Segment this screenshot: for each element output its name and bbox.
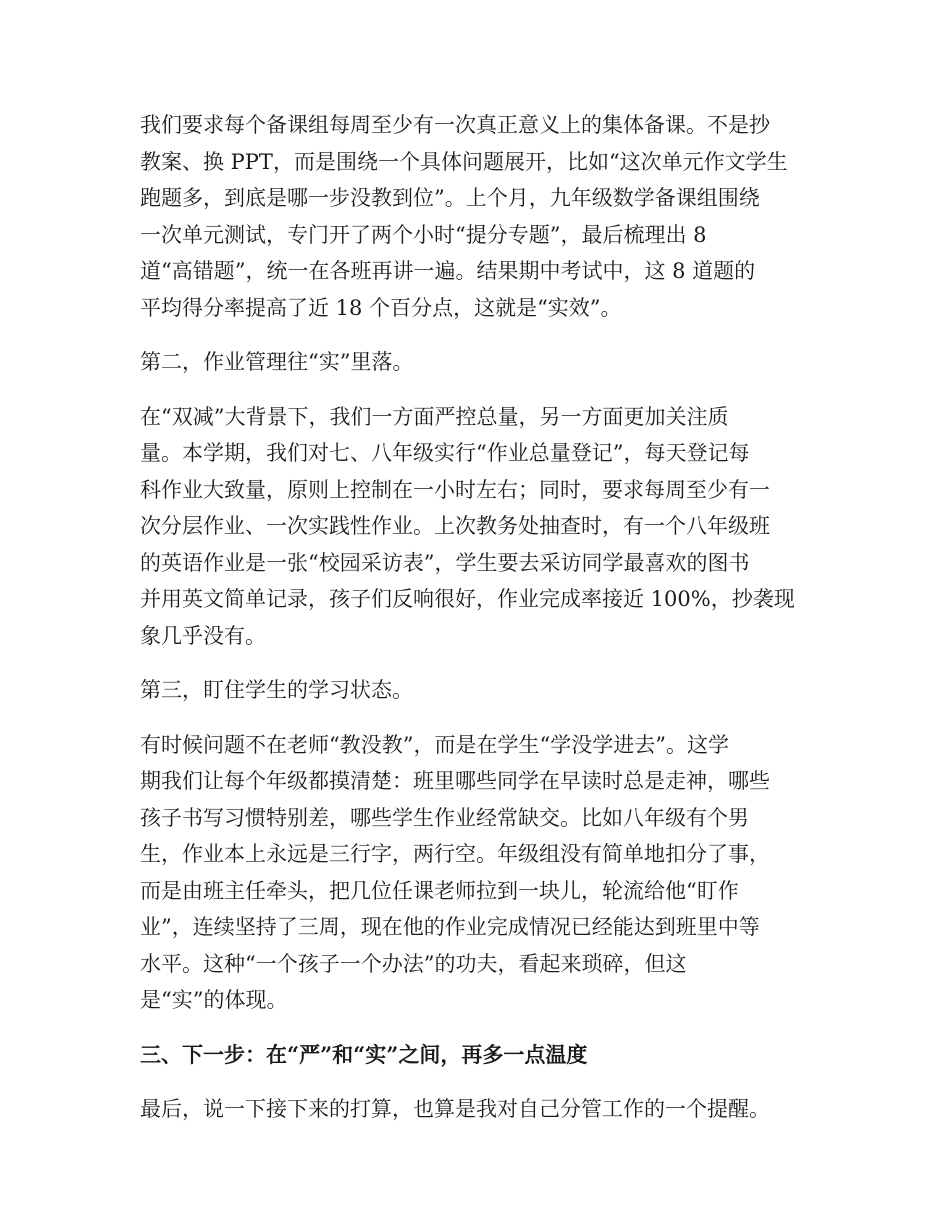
text-line: 次分层作业、一次实践性作业。上次教务处抽查时，有一个八年级班 [140,514,770,538]
text-line: 而是由班主任牵头，把几位任课老师拉到一块儿，轮流给他“盯作 [140,878,739,903]
text-line: 道“高错题”，统一在各班再讲一遍。结果期中考试中，这 8 道题的 [140,259,756,283]
text-line: 我们要求每个备课组每周至少有一次真正意义上的集体备课。不是抄 [140,113,770,137]
paragraph-closing [140,1091,820,1128]
paragraph-student-learning-state [140,727,820,1019]
text-line: 第三，盯住学生的学习状态。 [140,678,413,702]
paragraph-collective-lesson-prep [140,107,820,326]
paragraph-point-three [140,672,820,709]
section-heading-next-steps [140,1037,820,1074]
text-line: 业”，连续坚持了三周，现在他的作业完成情况已经能达到班里中等 [140,915,760,939]
text-line: 量。本学期，我们对七、八年级实行“作业总量登记”，每天登记每 [140,441,750,465]
text-line: 科作业大致量，原则上控制在一小时左右；同时，要求每周至少有一 [140,477,770,502]
text-line: 教案、换 PPT，而是围绕一个具体问题展开，比如“这次单元作文学生 [140,149,788,174]
document-page [140,107,820,1146]
paragraph-point-two [140,344,820,381]
heading-text: 三、下一步：在“严”和“实”之间，再多一点温度 [140,1041,588,1067]
text-line: 跑题多，到底是哪一步没教到位”。上个月，九年级数学备课组围绕 [140,186,760,210]
text-line: 期我们让每个年级都摸清楚：班里哪些同学在早读时总是走神，哪些 [140,769,770,793]
text-line: 第二，作业管理往“实”里落。 [140,350,414,374]
text-line: 象几乎没有。 [140,623,266,648]
text-line: 有时候问题不在老师“教没教”，而是在学生“学没学进去”。这学 [140,732,729,757]
text-line: 水平。这种“一个孩子一个办法”的功夫，看起来琐碎，但这 [140,951,687,976]
paragraph-homework-management [140,399,820,655]
text-line: 的英语作业是一张“校园采访表”，学生要去采访同学最喜欢的图书 [140,550,750,575]
text-line: 一次单元测试，专门开了两个小时“提分专题”，最后梳理出 8 [140,222,707,247]
text-line: 在“双减”大背景下，我们一方面严控总量，另一方面更加关注质 [140,404,729,429]
text-line: 生，作业本上永远是三行字，两行空。年级组没有简单地扣分了事， [140,842,770,866]
text-line: 最后，说一下接下来的打算，也算是我对自己分管工作的一个提醒。 [140,1097,770,1121]
text-line: 孩子书写习惯特别差，哪些学生作业经常缺交。比如八年级有个男 [140,805,749,830]
text-line: 并用英文简单记录，孩子们反响很好，作业完成率接近 100%，抄袭现 [140,587,795,611]
text-line: 平均得分率提高了近 18 个百分点，这就是“实效”。 [140,295,622,320]
text-line: 是“实”的体现。 [140,988,288,1012]
